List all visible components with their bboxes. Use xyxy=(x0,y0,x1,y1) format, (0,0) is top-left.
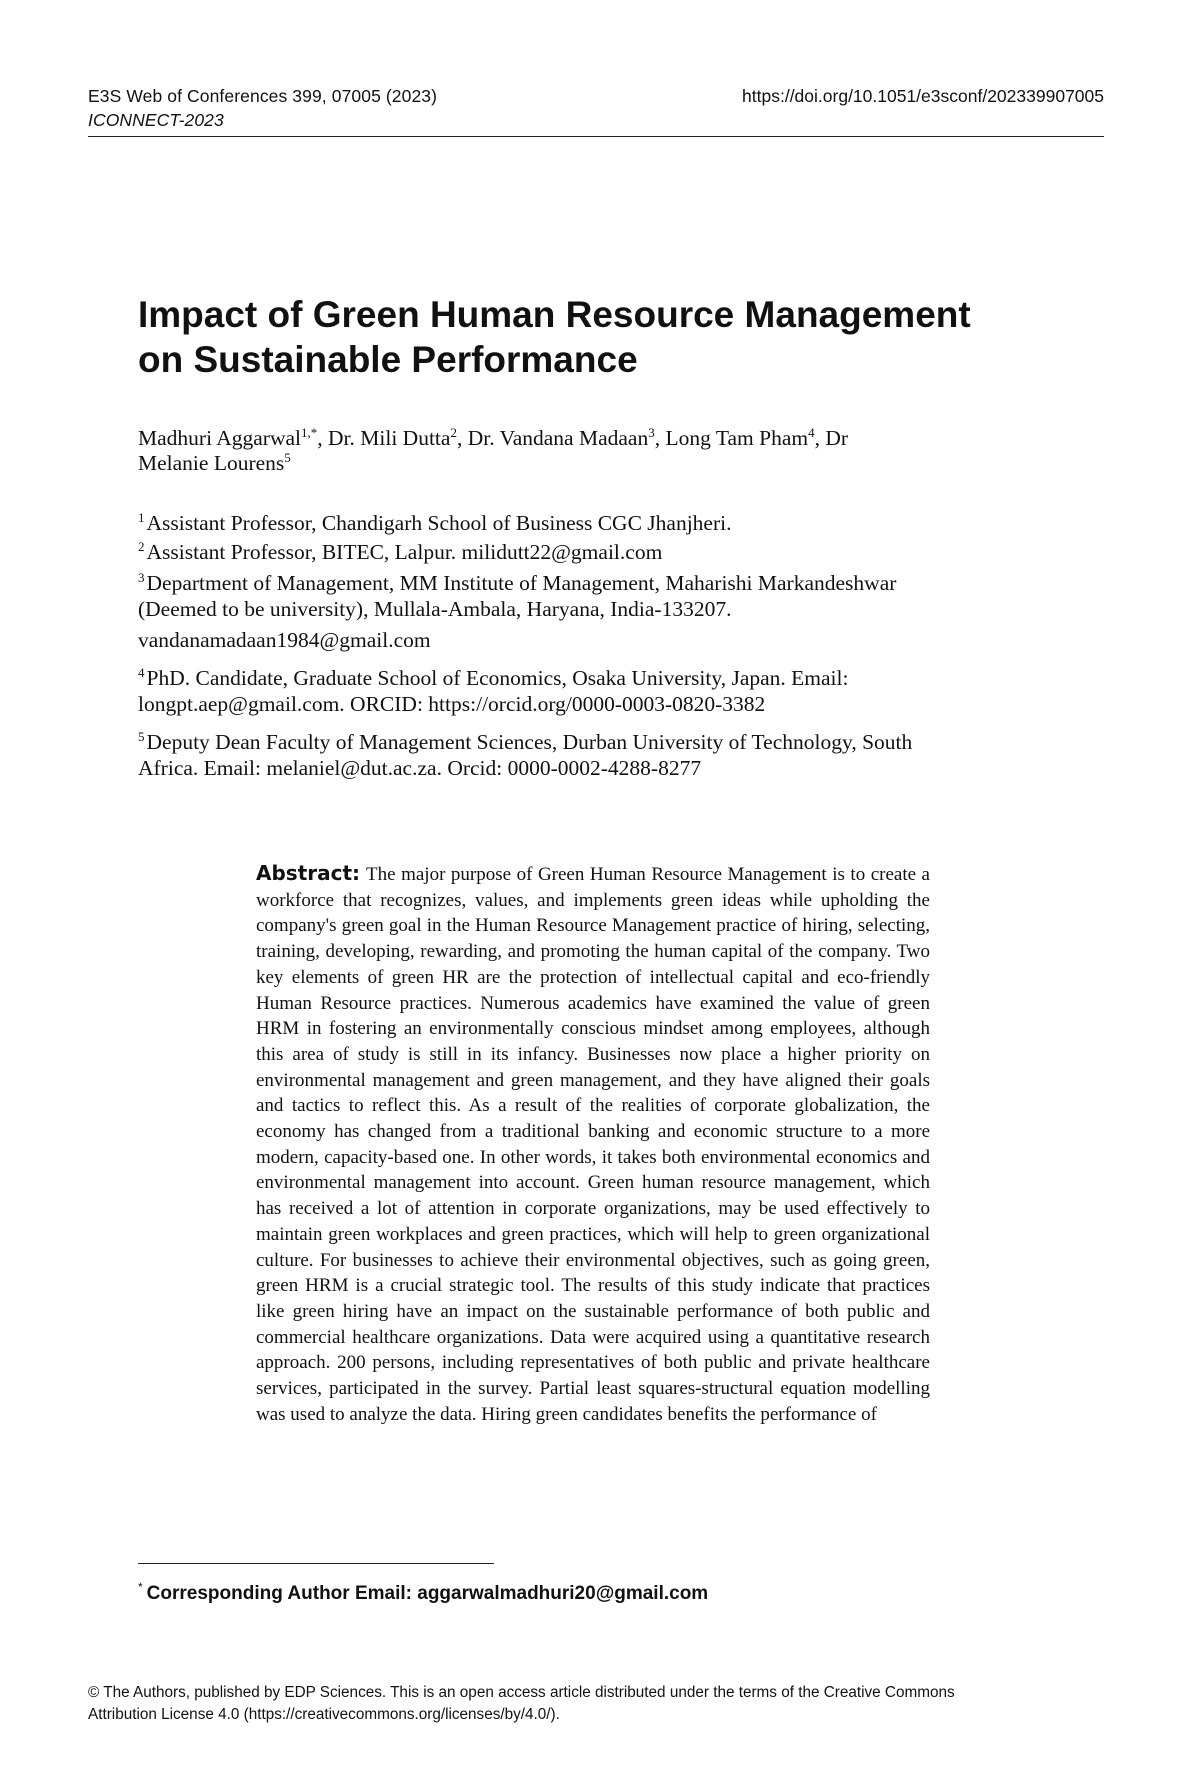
author-affiliation-mark: 1,* xyxy=(301,425,318,440)
author-name: Madhuri Aggarwal xyxy=(138,426,302,450)
affiliation-1 xyxy=(138,510,1068,536)
affiliation-text: Assistant Professor, BITEC, Lalpur. milidutt22@gmail.com xyxy=(146,540,663,564)
abstract xyxy=(256,861,930,1427)
journal-citation: E3S Web of Conferences 399, 07005 (2023) xyxy=(88,86,438,106)
conference-name: ICONNECT-2023 xyxy=(88,110,224,130)
affiliation-text: Deputy Dean Faculty of Management Sciences, Durban University of Technology, South xyxy=(146,730,913,754)
affiliation-mark: 3 xyxy=(138,570,145,585)
author-list: Madhuri Aggarwal$^{1,*}$, Dr. Mili Dutta$^2$, Dr. Vandana Madaan$^3$, Long Tam Pham$^4$, Dr Melanie Lourens$^5$ xyxy=(138,425,849,475)
affiliation-mark: 2 xyxy=(138,539,145,554)
footnote-mark: * xyxy=(138,1580,143,1594)
affiliation-5 xyxy=(138,729,1068,781)
affiliation-text: PhD. Candidate, Graduate School of Economics, Osaka University, Japan. Email: xyxy=(146,666,849,690)
affiliation-email: vandanamadaan1984@gmail.com xyxy=(138,628,431,652)
affiliation-4 xyxy=(138,665,1068,717)
paper-title xyxy=(138,292,1078,382)
author-affiliation-mark: 3 xyxy=(648,425,655,440)
license-notice xyxy=(88,1682,1108,1726)
title-line-1: Impact of Green Human Resource Management xyxy=(138,294,971,335)
footnote-text: Corresponding Author Email: aggarwalmadhuri20@gmail.com xyxy=(146,1583,709,1604)
affiliation-text: (Deemed to be university), Mullala-Ambala, Haryana, India-133207. xyxy=(138,597,732,621)
author-name: Dr. Mili Dutta xyxy=(328,426,451,450)
affiliation-mark: 5 xyxy=(138,729,145,744)
affiliation-text: Africa. Email: melaniel@dut.ac.za. Orcid: 0000-0002-4288-8277 xyxy=(138,756,702,780)
author-affiliation-mark: 2 xyxy=(450,425,457,440)
title-line-2: on Sustainable Performance xyxy=(138,339,638,380)
affiliation-2 xyxy=(138,539,1068,565)
abstract-text: The major purpose of Green Human Resource Management is to create a workforce that recognizes, values, and implements green ideas while upholding the company's green goal in the Human Resource Management practice of hiring, selecting, training, developing, rewarding, and promoting the human capital of the company. Two key elements of green HR are the protection of intellectual capital and eco-friendly Human Resource practices. Numerous academics have examined the value of green HRM in fostering an environmentally conscious mindset among employees, although this area of study is still in its infancy. Businesses now place a higher priority on environmental management and green management, and they have aligned their goals and tactics to reflect this. As a result of the realities of corporate globalization, the economy has changed from a traditional banking and economic structure to a more modern, capacity-based one. In other words, it takes both environmental economics and environmental management into account. Green human resource management, which has received a lot of attention in corporate organizations, may be used effectively to maintain green workplaces and green practices, which will help to green organizational culture. For businesses to achieve their environmental objectives, such as going green, green HRM is a crucial strategic tool. The results of this study indicate that practices like green hiring have an impact on the sustainable performance of both public and commercial healthcare organizations. Data were acquired using a quantitative research approach. 200 persons, including representatives of both public and private healthcare services, participated in the survey. Partial least squares-structural equation modelling was used to analyze the data. Hiring green candidates benefits the performance of xyxy=(256,864,930,1425)
affiliation-mark: 1 xyxy=(138,510,145,525)
author-affiliation-mark: 4 xyxy=(808,425,815,440)
affiliation-text: Department of Management, MM Institute of Management, Maharishi Markandeshwar xyxy=(146,571,897,595)
affiliation-text: Assistant Professor, Chandigarh School of Business CGC Jhanjheri. xyxy=(146,511,732,535)
license-line-2: Attribution License 4.0 (https://creativecommons.org/licenses/by/4.0/). xyxy=(88,1706,560,1723)
license-line-1: © The Authors, published by EDP Sciences. This is an open access article distributed under the terms of the Creative Commons xyxy=(88,1684,955,1701)
affiliation-3 xyxy=(138,570,1068,653)
author-name: Long Tam Pham xyxy=(665,426,809,450)
running-header xyxy=(88,84,437,132)
header-divider xyxy=(88,136,1104,137)
footnote-divider xyxy=(138,1563,494,1564)
corresponding-author-footnote xyxy=(138,1582,708,1606)
abstract-label: Abstract: xyxy=(256,861,361,885)
author-name: Dr. Vandana Madaan xyxy=(467,426,649,450)
author-affiliation-mark: 5 xyxy=(284,450,291,465)
doi-link[interactable]: https://doi.org/10.1051/e3sconf/202339907005 xyxy=(742,86,1104,106)
affiliation-text: longpt.aep@gmail.com. ORCID: https://orcid.org/0000-0003-0820-3382 xyxy=(138,692,766,716)
affiliation-mark: 4 xyxy=(138,665,145,680)
